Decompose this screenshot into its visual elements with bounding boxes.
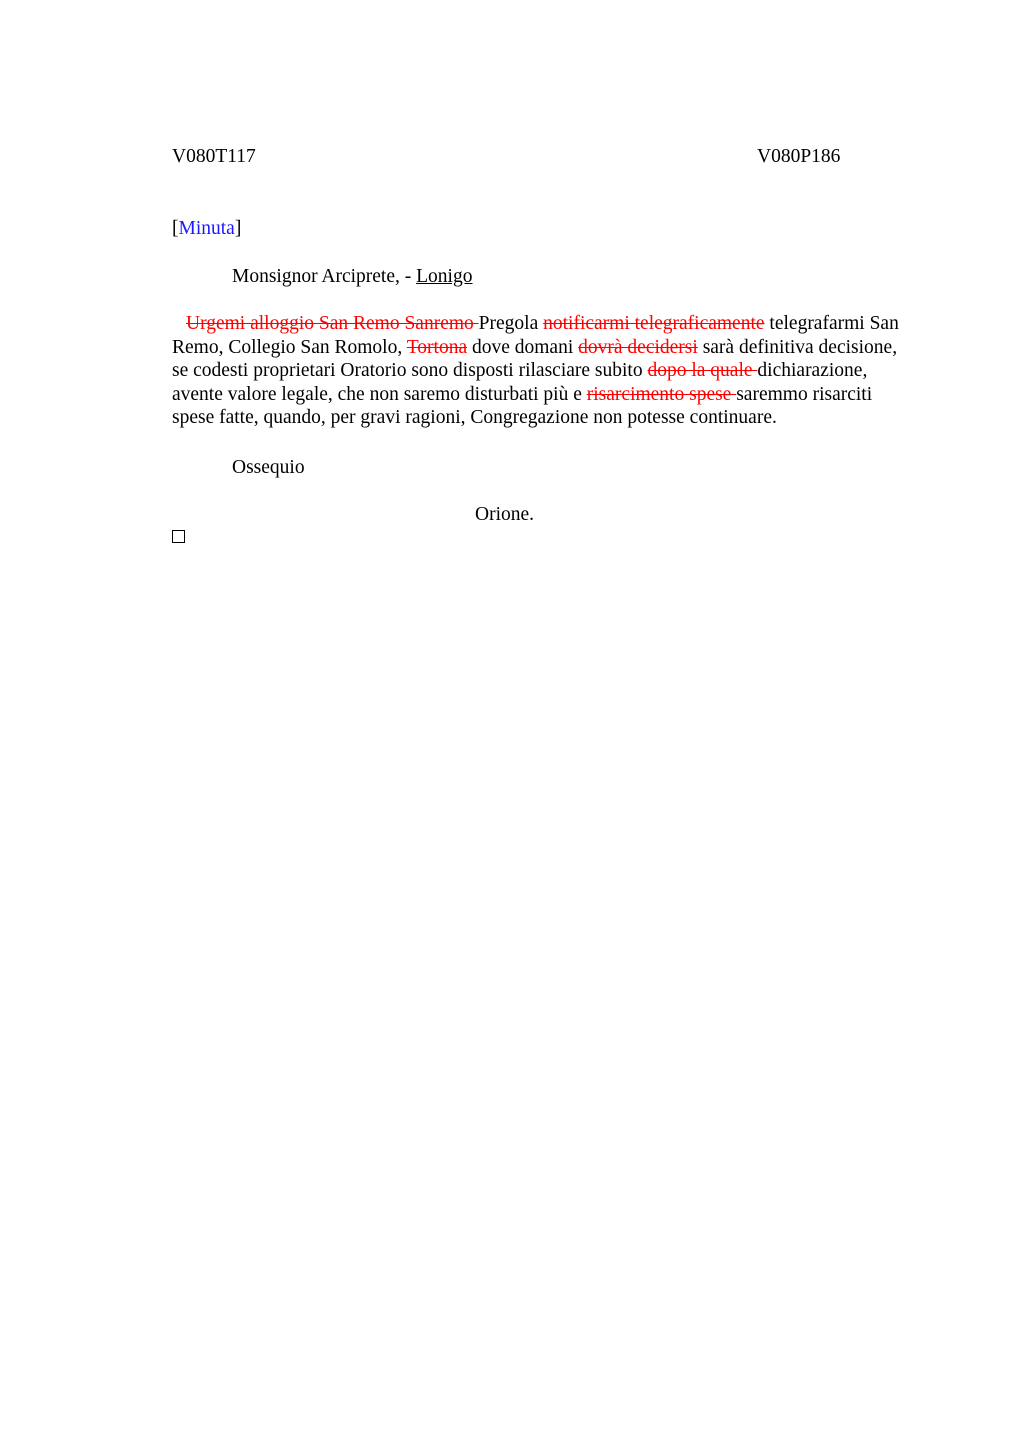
deleted-text: dovrà decidersi	[578, 336, 698, 358]
body-text: dichiarazione, avente valore legale, che non saremo disturbati più e	[172, 360, 868, 405]
closing-salutation: Ossequio	[232, 457, 305, 478]
body-text: telegrafarmi San Remo, Collegio San Romolo,	[172, 313, 899, 358]
deleted-text: notificarmi telegraficamente	[543, 313, 765, 334]
deleted-text: risarcimento spese	[586, 383, 737, 405]
document-code-left: V080T117	[172, 146, 256, 167]
deleted-text: Urgemi alloggio San Remo Sanremo	[186, 313, 479, 334]
minuta-label	[172, 218, 241, 240]
document-page	[172, 140, 912, 525]
body-text: dove domani	[467, 336, 579, 358]
body-text: saremmo risarciti spese fatte, quando, per gravi ragioni, Congregazione non potesse continuare.	[172, 383, 873, 429]
letter-body	[172, 312, 912, 430]
recipient-line	[232, 266, 472, 288]
signature: Orione.	[475, 504, 535, 525]
checkbox-square-icon	[172, 530, 185, 543]
deleted-text: Tortona	[406, 336, 468, 358]
body-text: Pregola	[478, 313, 544, 334]
minuta-text: Minuta	[178, 218, 235, 239]
recipient-prefix: Monsignor Arciprete, -	[232, 266, 417, 287]
body-indent	[172, 313, 186, 334]
minuta-close-bracket: ]	[234, 218, 242, 239]
recipient-place: Lonigo	[416, 266, 473, 287]
document-header	[172, 140, 912, 176]
deleted-text: dopo la quale	[647, 360, 758, 382]
document-code-right: V080P186	[757, 146, 841, 167]
minuta-open-bracket: [	[172, 218, 179, 239]
body-text: sarà definitiva decisione, se codesti proprietari Oratorio sono disposti rilasciare subito	[172, 336, 898, 382]
